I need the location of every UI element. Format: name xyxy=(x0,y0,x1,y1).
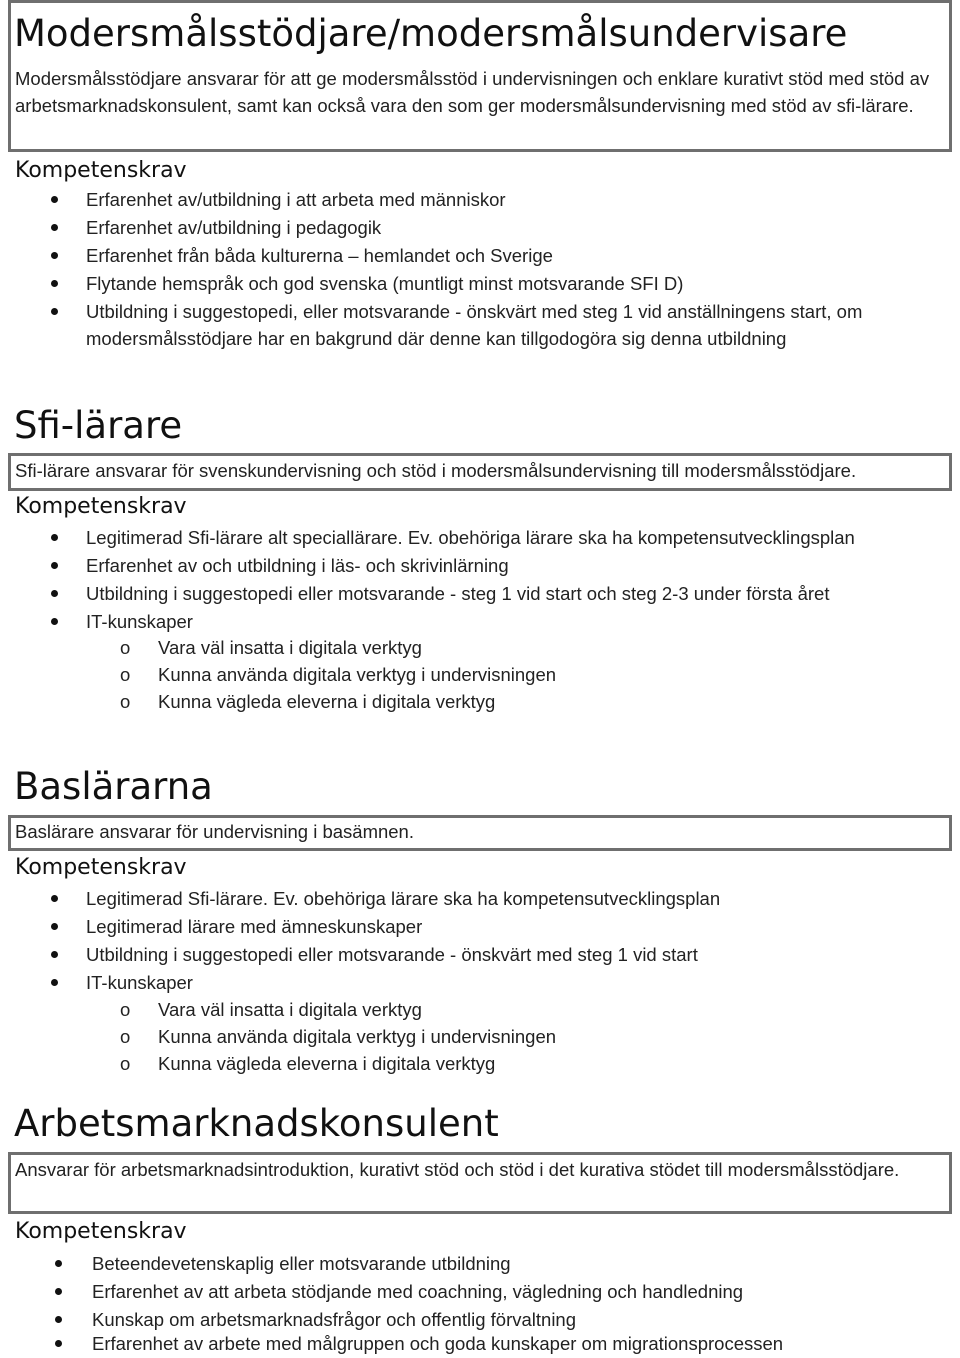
bullet-icon xyxy=(55,1340,62,1347)
section-title: Baslärarna xyxy=(14,765,213,808)
bullet-icon xyxy=(55,1316,62,1323)
bullet-icon xyxy=(51,224,58,231)
requirements-heading: Kompetenskrav xyxy=(15,158,187,183)
section-intro: Modersmålsstödjare ansvarar för att ge modersmålsstöd i undervisningen och enklare kurativt stöd med stöd av arbetsmarknadskonsulent, samt kan också vara den som ger modersmålsundervisning med stöd av sfi-lärare. xyxy=(15,68,930,116)
sub-list-item: o Kunna använda digitala verktyg i undervisningen xyxy=(158,1023,938,1050)
sub-list-item: o Vara väl insatta i digitala verktyg xyxy=(158,634,938,661)
bullet-icon xyxy=(55,1288,62,1295)
list-item: Utbildning i suggestopedi eller motsvarande - steg 1 vid start och steg 2-3 under första året xyxy=(86,580,946,607)
bullet-icon xyxy=(51,280,58,287)
list-item: Kunskap om arbetsmarknadsfrågor och offentlig förvaltning xyxy=(92,1306,952,1333)
bullet-icon xyxy=(51,308,58,315)
bullet-icon xyxy=(51,562,58,569)
list-item: Erfarenhet från båda kulturerna – hemlandet och Sverige xyxy=(86,242,946,269)
circle-bullet-icon: o xyxy=(120,1053,131,1074)
list-item: Legitimerad lärare med ämneskunskaper xyxy=(86,913,946,940)
list-item: Legitimerad Sfi-lärare alt speciallärare. Ev. obehöriga lärare ska ha kompetensutvecklingsplan xyxy=(86,524,946,551)
sub-list-item: o Kunna använda digitala verktyg i undervisningen xyxy=(158,661,938,688)
requirements-heading: Kompetenskrav xyxy=(15,1219,187,1244)
sub-list-item: o Kunna vägleda eleverna i digitala verktyg xyxy=(158,1050,938,1077)
circle-bullet-icon: o xyxy=(120,1026,131,1047)
bullet-icon xyxy=(55,1260,62,1267)
bullet-icon xyxy=(51,534,58,541)
list-item: Erfarenhet av och utbildning i läs- och skrivinlärning xyxy=(86,552,946,579)
bullet-icon xyxy=(51,895,58,902)
list-item: Beteendevetenskaplig eller motsvarande utbildning xyxy=(92,1250,952,1277)
list-item: Utbildning i suggestopedi, eller motsvarande - önskvärt med steg 1 vid anställningens start, om modersmålsstödjare har en bakgrund där denne kan tillgodogöra sig denna utbildning xyxy=(86,298,946,352)
bullet-icon xyxy=(51,196,58,203)
list-item: Legitimerad Sfi-lärare. Ev. obehöriga lärare ska ha kompetensutvecklingsplan xyxy=(86,885,946,912)
circle-bullet-icon: o xyxy=(120,664,131,685)
bullet-icon xyxy=(51,979,58,986)
requirements-heading: Kompetenskrav xyxy=(15,855,187,880)
bullet-icon xyxy=(51,951,58,958)
requirements-heading: Kompetenskrav xyxy=(15,494,187,519)
section-title: Arbetsmarknadskonsulent xyxy=(14,1102,499,1145)
section-title: Sfi-lärare xyxy=(14,404,183,447)
bullet-icon xyxy=(51,590,58,597)
bullet-icon xyxy=(51,618,58,625)
circle-bullet-icon: o xyxy=(120,637,131,658)
list-item: Erfarenhet av/utbildning i att arbeta med människor xyxy=(86,186,946,213)
bullet-icon xyxy=(51,923,58,930)
sub-list-item: o Vara väl insatta i digitala verktyg xyxy=(158,996,938,1023)
sub-list-item: o Kunna vägleda eleverna i digitala verktyg xyxy=(158,688,938,715)
list-item: IT-kunskaper xyxy=(86,608,946,635)
circle-bullet-icon: o xyxy=(120,999,131,1020)
section-intro: Sfi-lärare ansvarar för svenskundervisning och stöd i modersmålsundervisning till modersmålsstödjare. xyxy=(15,460,857,481)
list-item: IT-kunskaper xyxy=(86,969,946,996)
list-item: Erfarenhet av att arbeta stödjande med coachning, vägledning och handledning xyxy=(92,1278,952,1305)
list-item: Erfarenhet av arbete med målgruppen och goda kunskaper om migrationsprocessen xyxy=(92,1330,952,1357)
circle-bullet-icon: o xyxy=(120,691,131,712)
bullet-icon xyxy=(51,252,58,259)
section-intro: Baslärare ansvarar för undervisning i basämnen. xyxy=(15,821,414,842)
list-item: Utbildning i suggestopedi eller motsvarande - önskvärt med steg 1 vid start xyxy=(86,941,946,968)
list-item: Erfarenhet av/utbildning i pedagogik xyxy=(86,214,946,241)
list-item: Flytande hemspråk och god svenska (muntligt minst motsvarande SFI D) xyxy=(86,270,946,297)
section-intro: Ansvarar för arbetsmarknadsintroduktion, kurativt stöd och stöd i det kurativa stödet till modersmålsstödjare. xyxy=(15,1159,900,1180)
section-title: Modersmålsstödjare/modersmålsundervisare xyxy=(14,12,848,55)
